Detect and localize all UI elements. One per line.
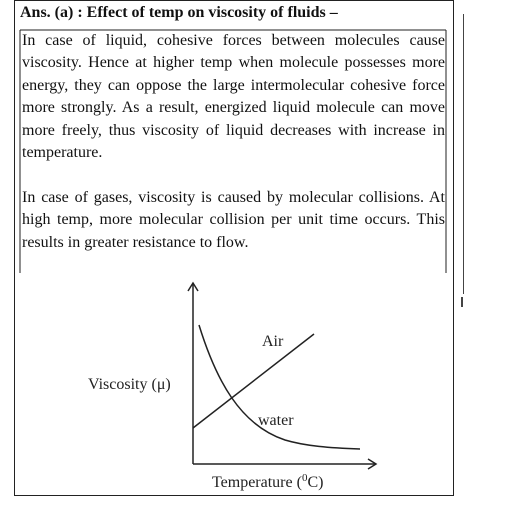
answer-heading: Ans. (a) : Effect of temp on viscosity of fluids – xyxy=(20,4,338,21)
x-axis-label-suffix: C) xyxy=(307,474,324,491)
gas-paragraph: In case of gases, viscosity is caused by molecular collisions. At high temp, more molecular collision per unit time occurs. This results in greater resistance to flow. xyxy=(22,189,445,251)
x-axis-label-prefix: Temperature ( xyxy=(212,474,302,491)
x-axis-label xyxy=(212,472,323,491)
y-axis-label: Viscosity (μ) xyxy=(88,376,171,393)
x-axis-label-superscript: 0 xyxy=(301,472,308,484)
air-curve xyxy=(193,334,314,428)
liquid-paragraph: In case of liquid, cohesive forces between molecules cause viscosity. Hence at higher temp when molecule possesses more energy, they can oppose the large intermolecular cohesive force more strongly. As a result, energized liquid molecule can move more freely, thus viscosity of liquid decreases with increase in temperature. xyxy=(22,32,445,162)
air-label: Air xyxy=(262,333,284,350)
water-label: water xyxy=(258,412,294,429)
